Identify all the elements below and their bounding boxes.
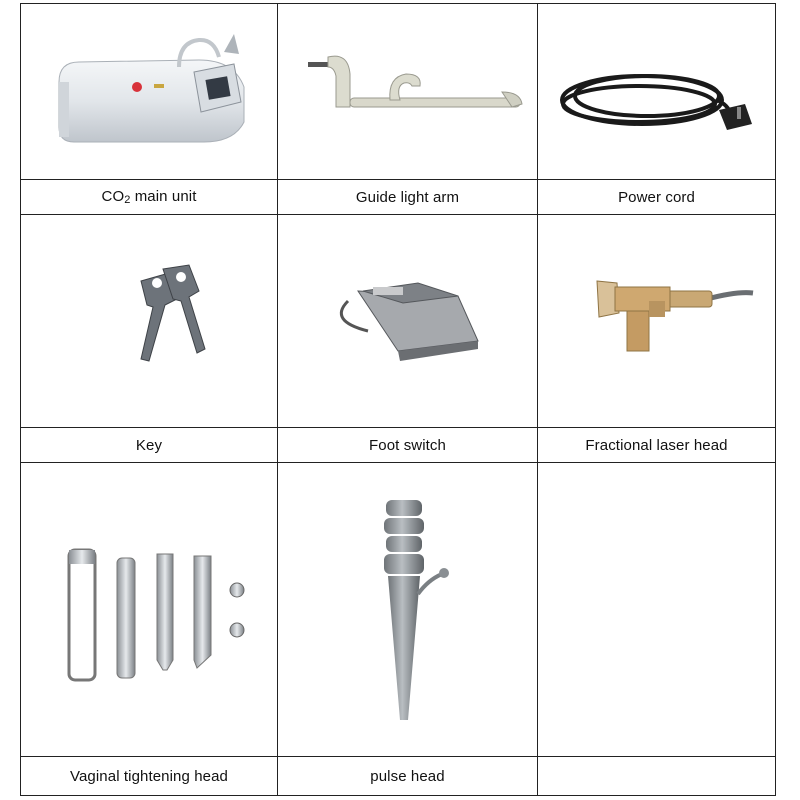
label-foot-switch: Foot switch — [278, 428, 538, 463]
laser-main-unit-image — [29, 12, 269, 172]
label-vaginal-tightening-head: Vaginal tightening head — [21, 757, 278, 796]
foot-switch-image — [308, 221, 508, 421]
key-image — [49, 221, 249, 421]
vaginal-tightening-head-image — [39, 510, 259, 710]
power-cord-image — [547, 12, 767, 172]
label-empty — [538, 757, 776, 796]
cell-co2-main-unit-image — [21, 4, 278, 180]
cell-empty-image — [538, 463, 776, 757]
cell-key-image — [21, 215, 278, 428]
accessory-table — [20, 3, 776, 796]
cell-vaginal-tightening-head-image — [21, 463, 278, 757]
label-fractional-laser-head: Fractional laser head — [538, 428, 776, 463]
pulse-head-image — [348, 490, 468, 730]
cell-power-cord-image — [538, 4, 776, 180]
label-co2-main-unit: $CO_2$ main unit — [21, 180, 278, 215]
label-pulse-head: pulse head — [278, 757, 538, 796]
cell-guide-light-arm-image — [278, 4, 538, 180]
label-key: Key — [21, 428, 278, 463]
cell-foot-switch-image — [278, 215, 538, 428]
label-guide-light-arm: Guide light arm — [278, 180, 538, 215]
cell-pulse-head-image — [278, 463, 538, 757]
cell-fractional-laser-head-image — [538, 215, 776, 428]
guide-light-arm-image — [288, 12, 528, 172]
label-power-cord: Power cord — [538, 180, 776, 215]
fractional-laser-head-image — [557, 221, 757, 421]
